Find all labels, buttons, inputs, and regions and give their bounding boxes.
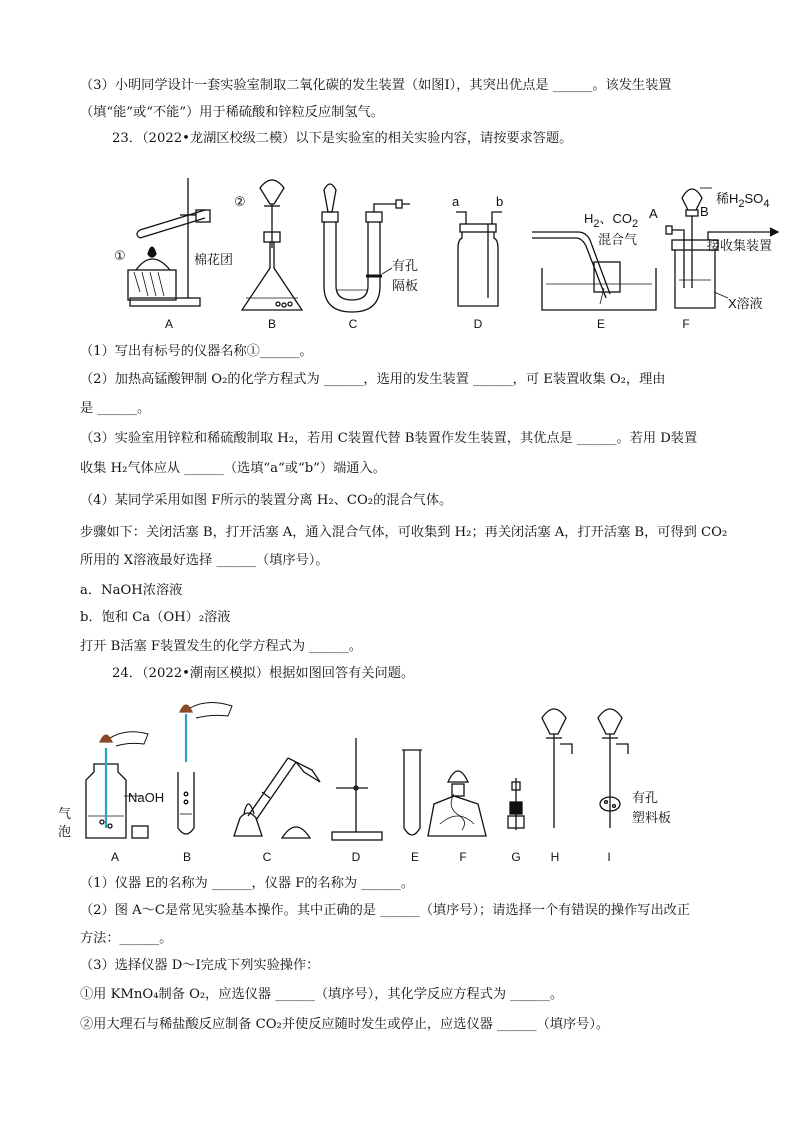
porous-plastic-line2: 塑料板: [632, 810, 672, 825]
q23-steps-line1: 步骤如下：关闭活塞 B，打开活塞 A，通入混合气体，可收集到 H₂；再关闭活塞 A，打开活塞 B，可得到 CO₂: [80, 525, 728, 540]
q24-sub3-item2: ②用大理石与稀盐酸反应制备 CO₂并使反应随时发生或停止，应选仪器 ______（填序号）。: [80, 1017, 610, 1032]
apparatus-b-conical-flask: [242, 180, 302, 310]
valve-a-label: A: [649, 206, 658, 221]
q23-option-a: a．NaOH浓溶液: [80, 583, 183, 598]
d-port-b: b: [496, 194, 504, 209]
q23-option-b: b．饱和 Ca（OH）₂溶液: [80, 610, 231, 625]
q24-apparatus-figure: [56, 698, 756, 848]
q23-steps-line2: 所用的 X溶液最好选择 ______（填序号）。: [80, 553, 329, 568]
operation-c-heating-tube: [234, 758, 320, 838]
q23-label-c: C: [348, 317, 358, 331]
porous-plate-line1: 有孔: [392, 258, 419, 273]
d-port-a: a: [452, 194, 460, 209]
apparatus-d-gas-bottle: [456, 212, 502, 306]
gas-mixture-formula: $H_2$、$CO_2$: [584, 211, 639, 230]
apparatus-i-funnel-porous-plate: [598, 709, 628, 828]
q24-label-c: C: [262, 850, 272, 864]
q24-sub2-line1: （2）图 A～C是常见实验基本操作。其中正确的是 ______（填序号）；请选择一个有错误的操作写出改正: [80, 903, 691, 918]
q23-sub3-line2: 收集 H₂气体应从 ______（选填“a“或“b”）端通入。: [80, 461, 386, 476]
q23-open-b: 打开 B活塞 F装置发生的化学方程式为 ______。: [80, 639, 362, 654]
bubble-label-1: 气: [58, 806, 72, 821]
x-solution-label: X溶液: [728, 296, 763, 311]
bubble-label-2: 泡: [58, 824, 72, 839]
operation-b-dropper-over-tube: [178, 702, 232, 834]
q24-sub3: （3）选择仪器 D～I完成下列实验操作：: [80, 958, 320, 973]
q23-label-d: D: [473, 317, 483, 331]
apparatus-a-heating-setup: [128, 178, 210, 306]
dilute-sulfuric-acid-label: 稀$H_2SO_4$: [716, 191, 770, 210]
q24-label-d: D: [351, 850, 361, 864]
q24-label-b: B: [182, 850, 191, 864]
q24-label-a: A: [110, 850, 119, 864]
apparatus-h-funnel: [542, 709, 572, 828]
q24-sub1: （1）仪器 E的名称为 ______，仪器 F的名称为 ______。: [80, 876, 415, 891]
valve-b-label: B: [700, 204, 709, 219]
q23-label-b: B: [267, 317, 276, 331]
q24-label-f: F: [459, 850, 467, 864]
apparatus-e-test-tube: [402, 750, 422, 835]
q23-apparatus-figure: [100, 168, 790, 340]
porous-plastic-line1: 有孔: [632, 790, 659, 805]
q23-header: 23．（2022•龙湖区校级二模）以下是实验室的相关实验内容，请按要求答题。: [112, 131, 573, 146]
cotton-label: 棉花团: [194, 252, 234, 267]
q24-sub3-item1: ①用 KMnO₄制备 O₂，应选仪器 ______（填序号），其化学反应方程式为 ______。: [80, 987, 564, 1002]
q24-header: 24．（2022•潮南区模拟）根据如图回答有关问题。: [112, 666, 415, 681]
q22-part3-line1: （3）小明同学设计一套实验室制取二氧化碳的发生装置（如图Ⅰ），其突出优点是 ______。该发生装置: [80, 78, 672, 93]
q24-label-h: H: [550, 850, 560, 864]
apparatus-e-water-trough: [532, 232, 656, 310]
q23-label-e: E: [596, 317, 605, 331]
apparatus-f-alcohol-lamp: [428, 771, 486, 836]
q23-sub2-line2: 是 ______。: [80, 401, 151, 416]
porous-plate-line2: 隔板: [392, 278, 419, 293]
operation-a-dropper-in-bottle: [86, 732, 148, 838]
q23-sub3-line1: （3）实验室用锌粒和稀硫酸制取 H₂，若用 C装置代替 B装置作发生装置，其优点是 ______。若用 D装置: [80, 431, 698, 446]
q24-label-i: I: [607, 850, 611, 864]
naoh-label: NaOH: [128, 790, 165, 805]
apparatus-d-iron-stand: [332, 738, 382, 840]
q23-sub4: （4）某同学采用如图 F所示的装置分离 H₂、CO₂的混合气体。: [80, 493, 453, 508]
mark-1: ①: [114, 248, 126, 263]
q24-label-e: E: [410, 850, 419, 864]
q23-label-f: F: [682, 317, 690, 331]
q24-sub2-line2: 方法：______。: [80, 931, 173, 946]
q23-label-a: A: [164, 317, 173, 331]
q24-label-g: G: [511, 850, 521, 864]
mixed-gas-label: 混合气: [598, 232, 638, 247]
q22-part3-line2: （填“能”或“不能”）用于稀硫酸和锌粒反应制氢气。: [80, 105, 384, 120]
collector-label: 接收集装置: [707, 238, 773, 253]
q23-sub1: （1）写出有标号的仪器名称①______。: [80, 344, 313, 359]
apparatus-g-stopper: [508, 778, 524, 830]
mark-2: ②: [234, 194, 246, 209]
q23-sub2-line1: （2）加热高锰酸钾制 O₂的化学方程式为 ______，选用的发生装置 ______，可 E装置收集 O₂，理由: [80, 372, 666, 387]
